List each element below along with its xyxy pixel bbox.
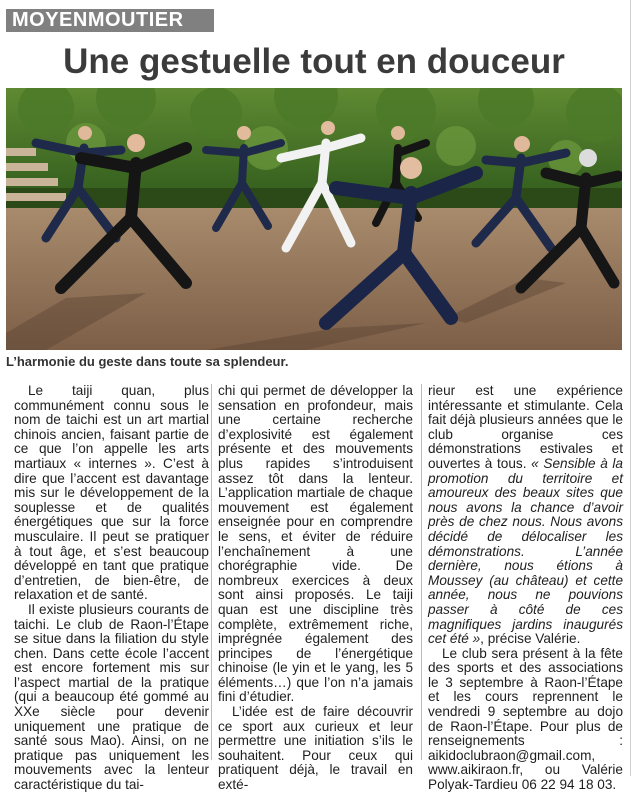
article-photo xyxy=(6,88,622,350)
text-run: rieur est une expérience intéressante et stimulante. Cela fait déjà plusieurs années que le club organise ces démonstrations estivales et ouvertes à tous. xyxy=(428,383,623,471)
photo-caption: L’harmonie du geste dans toute sa splendeur. xyxy=(6,354,289,369)
article-headline: Une gestuelle tout en douceur xyxy=(63,42,565,81)
text-run: , précise Valérie. xyxy=(480,631,581,647)
paragraph: Le club sera présent à la fête des sports et des associations le 3 septembre à Raon-l’Étape et les cours reprennent le vendredi 9 septembre au dojo de Raon-l’Étape. Pour plus de renseignements : aikidoclubraon@gmail.com, www.aikiraon.fr, ou Valérie Polyak-Tardieu 06 22 94 18 03. xyxy=(428,645,623,793)
taichi-group-illustration xyxy=(6,88,622,350)
article-column-3 xyxy=(428,384,623,793)
page-edge xyxy=(630,0,631,776)
article-column-2 xyxy=(218,384,413,793)
section-label: MOYENMOUTIER xyxy=(6,9,214,32)
paragraph: L’idée est de faire découvrir ce sport aux curieux et leur permettre une initiation s’ils le souhaitent. Pour ceux qui pratiquent déjà, le travail en exté- xyxy=(218,704,413,793)
paragraph xyxy=(428,384,623,647)
quote: « Sensible à la promotion du territoire et amoureux des beaux sites que nous avons la chance d’avoir près de chez nous. Nous avons décidé de délocaliser les démonstrations. L’année dernière, nous étions à Moussey (au château) et cette année, nous ne pouvions passer à côté de ces magnifiques jardins inaugurés cet été » xyxy=(428,455,623,647)
column-divider xyxy=(211,384,212,760)
article-column-1 xyxy=(14,384,209,793)
paragraph: chi qui permet de développer la sensation en profondeur, mais une certaine recherche d’explosivité est également présente et des mouvements plus rapides s’introduisent assez tôt dans la lenteur. L’application martiale de chaque mouvement est également enseignée pour en comprendre le sens, et éviter de réduire l’enchaînement à une chorégraphie vide. De nombreux exercices à deux sont ainsi proposés. Le taiji quan est une discipline très complète, extrêmement riche, imprégnée également des principes de l’énergétique chinoise (le yin et le yang, les 5 éléments…) que l’on n’a jamais fini d’étudier. xyxy=(218,383,413,705)
paragraph: Il existe plusieurs courants de taichi. Le club de Raon-l’Étape se situe dans la filiation du style chen. Dans cette école l’accent est encore fortement mis sur l’aspect martial de la pratique (qui a beaucoup été gommé au XXe siècle pour devenir uniquement une pratique de santé sous Mao). Ainsi, on ne pratique pas uniquement les mouvements avec la lenteur caractéristique du tai- xyxy=(14,601,209,793)
column-divider xyxy=(421,384,422,760)
paragraph: Le taiji quan, plus communément connu sous le nom de taichi est un art martial chinois ancien, faisant partie de ce que l’on appelle les arts martiaux « internes ». C’est à dire que l’accent est davantage mis sur le développement de la souplesse et de qualités énergétiques que sur la force musculaire. Il peut se pratiquer à tout âge, et s’est beaucoup développé en tant que pratique d’entretien, de bien-être, de relaxation et de santé. xyxy=(14,383,209,603)
